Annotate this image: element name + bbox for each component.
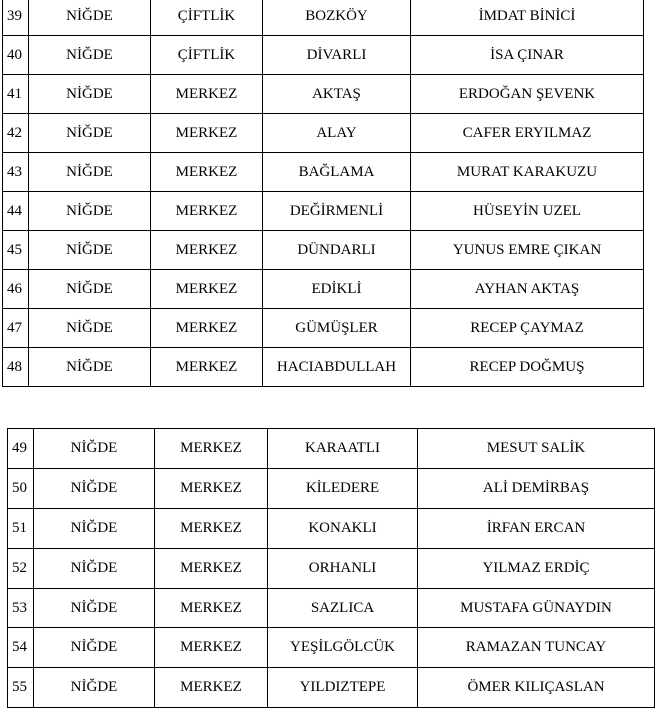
- village-table-page-1: [2, 0, 644, 387]
- province-cell: NİĞDE: [34, 668, 155, 708]
- row-number: 47: [3, 309, 29, 348]
- province-cell: NİĞDE: [29, 0, 151, 36]
- district-cell: MERKEZ: [151, 192, 263, 231]
- table-row: [3, 36, 644, 75]
- province-cell: NİĞDE: [34, 508, 155, 548]
- province-cell: NİĞDE: [29, 348, 151, 387]
- table-row: [3, 348, 644, 387]
- person-name-cell: RECEP DOĞMUŞ: [411, 348, 644, 387]
- table-row: [8, 588, 655, 628]
- district-cell: MERKEZ: [155, 628, 268, 668]
- row-number: 49: [8, 429, 34, 469]
- table-row: [3, 114, 644, 153]
- village-cell: EDİKLİ: [263, 270, 411, 309]
- village-cell: ALAY: [263, 114, 411, 153]
- table-row: [3, 270, 644, 309]
- row-number: 39: [3, 0, 29, 36]
- village-cell: AKTAŞ: [263, 75, 411, 114]
- village-cell: HACIABDULLAH: [263, 348, 411, 387]
- row-number: 55: [8, 668, 34, 708]
- table-row: [3, 153, 644, 192]
- village-cell: KİLEDERE: [268, 468, 418, 508]
- district-cell: MERKEZ: [151, 270, 263, 309]
- district-cell: ÇİFTLİK: [151, 36, 263, 75]
- person-name-cell: İRFAN ERCAN: [418, 508, 655, 548]
- province-cell: NİĞDE: [29, 75, 151, 114]
- village-cell: YEŞİLGÖLCÜK: [268, 628, 418, 668]
- row-number: 45: [3, 231, 29, 270]
- district-cell: MERKEZ: [155, 588, 268, 628]
- village-cell: DÜNDARLI: [263, 231, 411, 270]
- row-number: 51: [8, 508, 34, 548]
- row-number: 44: [3, 192, 29, 231]
- table-row: [8, 468, 655, 508]
- table-body: [8, 429, 655, 708]
- district-cell: MERKEZ: [151, 309, 263, 348]
- table-row: [3, 192, 644, 231]
- person-name-cell: RAMAZAN TUNCAY: [418, 628, 655, 668]
- district-cell: MERKEZ: [155, 668, 268, 708]
- district-cell: MERKEZ: [155, 548, 268, 588]
- province-cell: NİĞDE: [29, 36, 151, 75]
- row-number: 40: [3, 36, 29, 75]
- row-number: 41: [3, 75, 29, 114]
- village-cell: GÜMÜŞLER: [263, 309, 411, 348]
- province-cell: NİĞDE: [29, 153, 151, 192]
- row-number: 48: [3, 348, 29, 387]
- village-cell: ORHANLI: [268, 548, 418, 588]
- table-row: [8, 429, 655, 469]
- row-number: 46: [3, 270, 29, 309]
- person-name-cell: YILMAZ ERDİÇ: [418, 548, 655, 588]
- village-cell: BAĞLAMA: [263, 153, 411, 192]
- person-name-cell: CAFER ERYILMAZ: [411, 114, 644, 153]
- district-cell: MERKEZ: [151, 348, 263, 387]
- province-cell: NİĞDE: [34, 429, 155, 469]
- table-row: [3, 309, 644, 348]
- page-break: [0, 392, 659, 426]
- table-row: [3, 231, 644, 270]
- row-number: 50: [8, 468, 34, 508]
- district-cell: MERKEZ: [151, 231, 263, 270]
- row-number: 54: [8, 628, 34, 668]
- province-cell: NİĞDE: [34, 468, 155, 508]
- row-number: 52: [8, 548, 34, 588]
- person-name-cell: MURAT KARAKUZU: [411, 153, 644, 192]
- district-cell: MERKEZ: [151, 75, 263, 114]
- village-table-page-2: [7, 428, 655, 708]
- district-cell: MERKEZ: [151, 114, 263, 153]
- person-name-cell: RECEP ÇAYMAZ: [411, 309, 644, 348]
- district-cell: ÇİFTLİK: [151, 0, 263, 36]
- row-number: 42: [3, 114, 29, 153]
- row-number: 53: [8, 588, 34, 628]
- person-name-cell: İSA ÇINAR: [411, 36, 644, 75]
- province-cell: NİĞDE: [34, 628, 155, 668]
- person-name-cell: ALİ DEMİRBAŞ: [418, 468, 655, 508]
- table-row: [8, 668, 655, 708]
- district-cell: MERKEZ: [155, 468, 268, 508]
- province-cell: NİĞDE: [29, 231, 151, 270]
- province-cell: NİĞDE: [34, 588, 155, 628]
- province-cell: NİĞDE: [29, 309, 151, 348]
- table-body: [3, 0, 644, 387]
- village-cell: KARAATLI: [268, 429, 418, 469]
- province-cell: NİĞDE: [34, 548, 155, 588]
- person-name-cell: ÖMER KILIÇASLAN: [418, 668, 655, 708]
- province-cell: NİĞDE: [29, 114, 151, 153]
- district-cell: MERKEZ: [155, 429, 268, 469]
- province-cell: NİĞDE: [29, 270, 151, 309]
- village-cell: DEĞİRMENLİ: [263, 192, 411, 231]
- table-row: [8, 508, 655, 548]
- table-row: [8, 628, 655, 668]
- village-cell: YILDIZTEPE: [268, 668, 418, 708]
- table-row: [3, 0, 644, 36]
- village-cell: BOZKÖY: [263, 0, 411, 36]
- village-cell: SAZLICA: [268, 588, 418, 628]
- person-name-cell: MUSTAFA GÜNAYDIN: [418, 588, 655, 628]
- person-name-cell: AYHAN AKTAŞ: [411, 270, 644, 309]
- person-name-cell: HÜSEYİN UZEL: [411, 192, 644, 231]
- village-cell: KONAKLI: [268, 508, 418, 548]
- district-cell: MERKEZ: [151, 153, 263, 192]
- village-cell: DİVARLI: [263, 36, 411, 75]
- person-name-cell: ERDOĞAN ŞEVENK: [411, 75, 644, 114]
- table-row: [8, 548, 655, 588]
- person-name-cell: MESUT SALİK: [418, 429, 655, 469]
- province-cell: NİĞDE: [29, 192, 151, 231]
- person-name-cell: YUNUS EMRE ÇIKAN: [411, 231, 644, 270]
- row-number: 43: [3, 153, 29, 192]
- district-cell: MERKEZ: [155, 508, 268, 548]
- table-row: [3, 75, 644, 114]
- person-name-cell: İMDAT BİNİCİ: [411, 0, 644, 36]
